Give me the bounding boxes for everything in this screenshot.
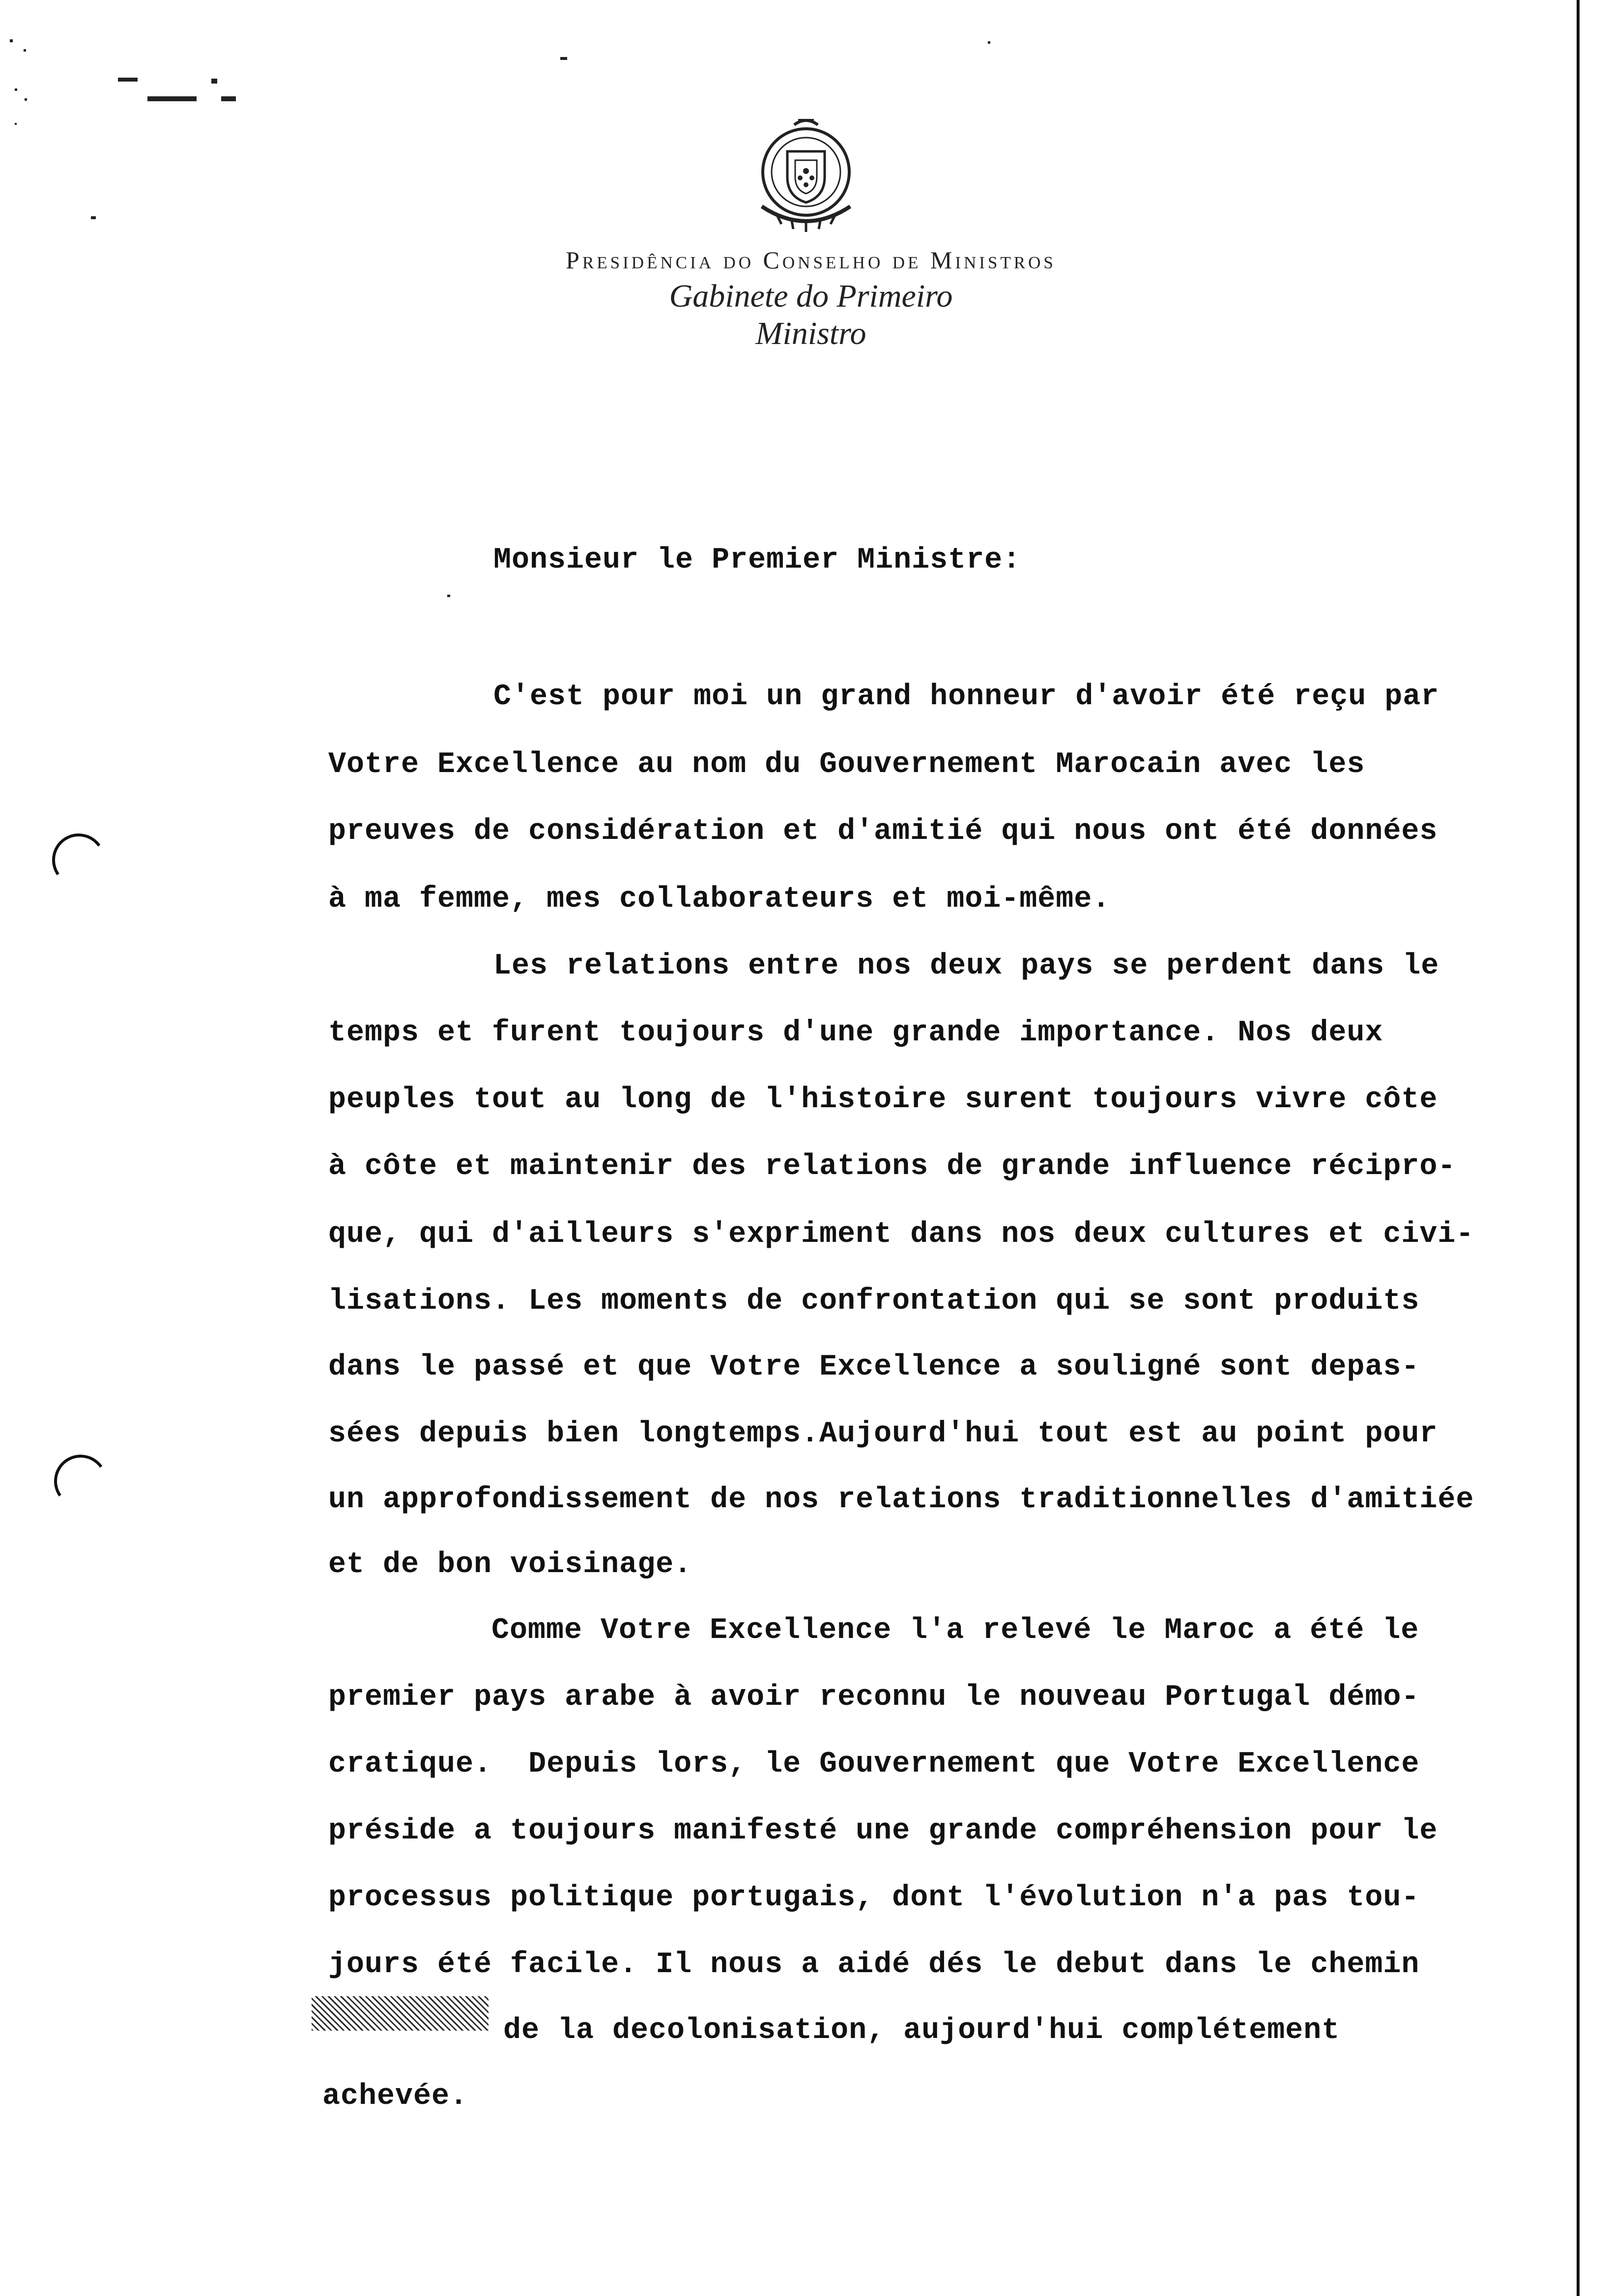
coat-of-arms-seal — [742, 113, 870, 241]
text-line-13: un approfondissement de nos relations traditionnelles d'amitiée — [328, 1483, 1474, 1517]
office-heading: Presidência do Conselho de Ministros — [566, 246, 1056, 274]
text-line-11: dans le passé et que Votre Excellence a souligné sont depas- — [328, 1350, 1420, 1384]
text-line-16: premier pays arabe à avoir reconnu le nouveau Portugal démo- — [328, 1681, 1420, 1714]
text-line-20: jours été facile. Il nous a aidé dés le debut dans le chemin — [328, 1948, 1420, 1981]
text-line-7: peuples tout au long de l'histoire surent toujours vivre côte — [328, 1083, 1438, 1117]
text-line-6: temps et furent toujours d'une grande importance. Nos deux — [328, 1016, 1383, 1050]
text-line-8: à côte et maintenir des relations de grande influence récipro- — [328, 1150, 1456, 1183]
text-line-1: C'est pour moi un grand honneur d'avoir été reçu par — [493, 680, 1439, 714]
text-line-5: Les relations entre nos deux pays se perdent dans le — [493, 949, 1439, 983]
text-line-22: achevée. — [322, 2080, 468, 2113]
text-line-19: processus politique portugais, dont l'évolution n'a pas tou- — [328, 1881, 1420, 1915]
text-line-3: preuves de considération et d'amitié qui nous ont été données — [328, 815, 1438, 848]
text-line-12: sées depuis bien longtemps.Aujourd'hui tout est au point pour — [328, 1417, 1438, 1451]
text-line-15: Comme Votre Excellence l'a relevé le Maroc a été le — [491, 1614, 1419, 1647]
salutation: Monsieur le Premier Ministre: — [493, 544, 1021, 577]
text-line-10: lisations. Les moments de confrontation qui se sont produits — [328, 1285, 1420, 1318]
text-line-4: à ma femme, mes collaborateurs et moi-même. — [328, 883, 1111, 916]
text-line-14: et de bon voisinage. — [328, 1548, 692, 1581]
text-line-2: Votre Excellence au nom du Gouvernement Marocain avec les — [328, 748, 1365, 781]
text-line-21: de la decolonisation, aujourd'hui complétement — [503, 2014, 1340, 2047]
text-line-18: préside a toujours manifesté une grande compréhension pour le — [328, 1814, 1438, 1848]
text-line-17: cratique. Depuis lors, le Gouvernement que Votre Excellence — [328, 1748, 1420, 1781]
cabinet-subheading: Gabinete do Primeiro Ministro — [669, 278, 953, 351]
struck-out-word — [312, 1996, 489, 2031]
text-line-9: que, qui d'ailleurs s'expriment dans nos deux cultures et civi- — [328, 1218, 1474, 1251]
